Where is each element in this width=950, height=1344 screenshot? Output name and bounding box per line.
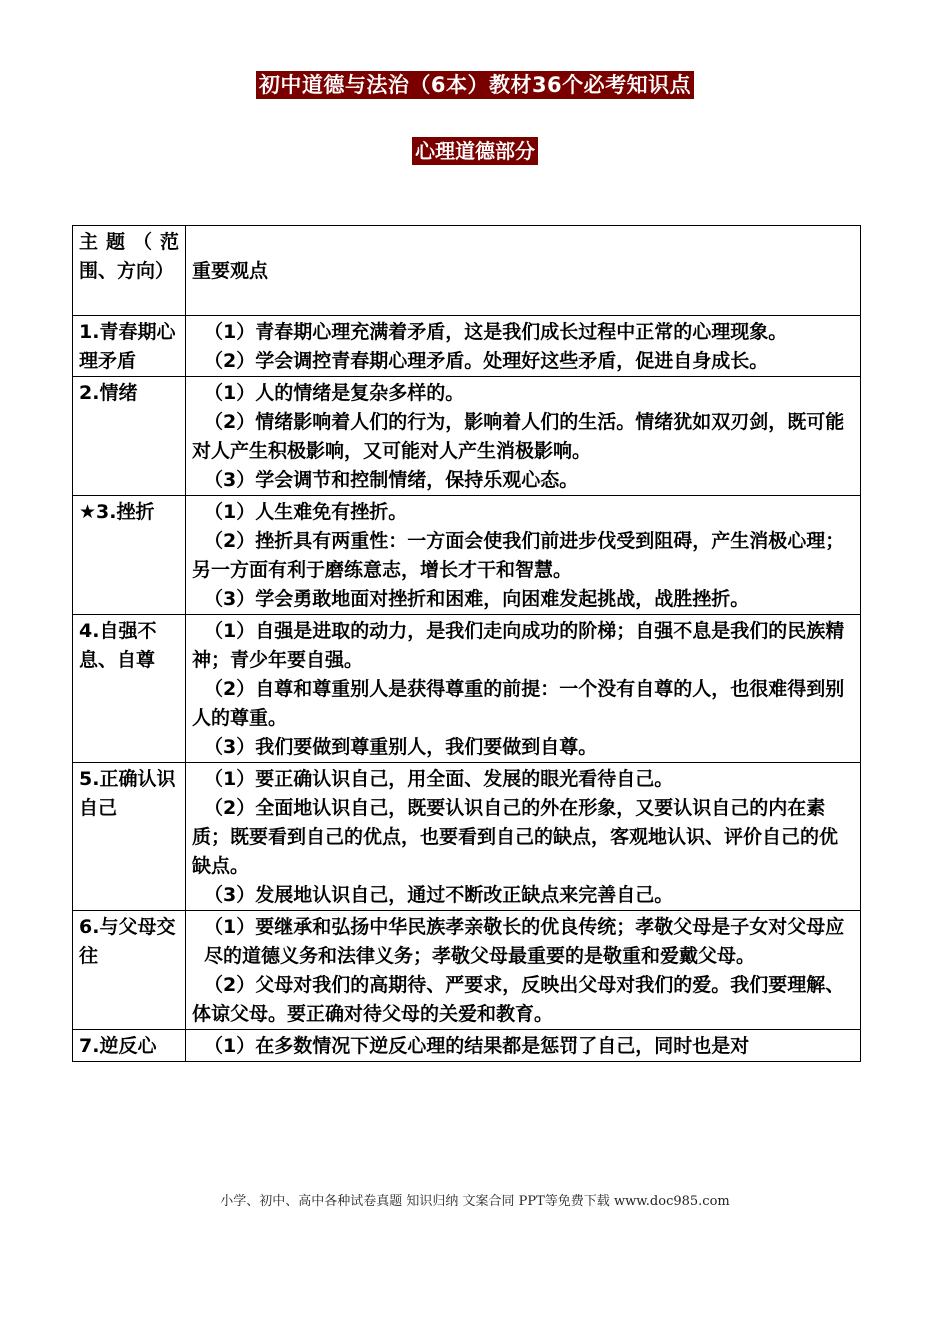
title-block [0,71,950,99]
document-title: 初中道德与法治（6本）教材36个必考知识点 [256,71,694,99]
point-text: 尽的道德义务和法律义务；孝敬父母最重要的是敬重和爱戴父母。 [204,945,756,967]
table-row [73,496,861,615]
table-row [73,1030,861,1062]
point-text: （3）我们要做到尊重别人，我们要做到自尊。 [204,736,598,758]
header-topic-label: 主题（范围、方向） [79,231,179,282]
subtitle-block [0,137,950,165]
topic-cell [73,377,186,496]
topic-label: 4.自强不息、自尊 [79,620,157,671]
page-footer: 小学、初中、高中各种试卷真题 知识归纳 文案合同 PPT等免费下载 www.doc985.com [220,1194,730,1209]
point-text: （1）要正确认识自己，用全面、发展的眼光看待自己。 [204,768,674,790]
topic-cell [73,615,186,763]
point-text: （2）自尊和尊重别人是获得尊重的前提：一个没有自尊的人，也很难得到别人的尊重。 [192,678,845,729]
point-text: （2）情绪影响着人们的行为，影响着人们的生活。情绪犹如双刃剑，既可能对人产生积极影响，又可能对人产生消极影响。 [192,411,845,462]
header-points-cell [186,226,861,316]
table-row [73,763,861,911]
table-row [73,377,861,496]
topic-label: 5.正确认识自己 [79,768,176,819]
point-text: （1）在多数情况下逆反心理的结果都是惩罚了自己，同时也是对 [204,1035,750,1057]
point-text: （2）挫折具有两重性：一方面会使我们前进步伐受到阻碍，产生消极心理；另一方面有利于磨练意志，增长才干和智慧。 [192,530,845,581]
table-row [73,615,861,763]
point-text: （3）发展地认识自己，通过不断改正缺点来完善自己。 [204,884,674,906]
points-cell [186,496,861,615]
points-cell [186,377,861,496]
point-text: （2）学会调控青春期心理矛盾。处理好这些矛盾，促进自身成长。 [204,350,769,372]
points-cell [186,763,861,911]
point-text: （1）青春期心理充满着矛盾，这是我们成长过程中正常的心理现象。 [204,321,788,343]
topic-cell [73,1030,186,1062]
table-header-row [73,226,861,316]
topic-cell [73,316,186,377]
points-cell [186,316,861,377]
topic-cell [73,911,186,1030]
topic-label: 7.逆反心 [79,1035,157,1057]
header-points-label: 重要观点 [192,260,269,282]
points-cell [186,615,861,763]
header-topic-cell [73,226,186,316]
topic-label: ★3.挫折 [79,501,155,523]
table-row [73,316,861,377]
topic-label: 1.青春期心理矛盾 [79,321,176,372]
knowledge-table [72,225,861,1062]
topic-label: 6.与父母交往 [79,916,176,967]
topic-cell [73,496,186,615]
section-subtitle: 心理道德部分 [412,137,538,165]
topic-label: 2.情绪 [79,382,138,404]
points-cell [186,911,861,1030]
topic-cell [73,763,186,911]
point-text: （1）自强是进取的动力，是我们走向成功的阶梯；自强不息是我们的民族精神；青少年要自强。 [192,620,845,671]
point-text: （1）人生难免有挫折。 [204,501,408,523]
point-text: （2）父母对我们的高期待、严要求，反映出父母对我们的爱。我们要理解、体谅父母。要正确对待父母的关爱和教育。 [192,974,845,1025]
table-row [73,911,861,1030]
point-text: （3）学会勇敢地面对挫折和困难，向困难发起挑战，战胜挫折。 [204,588,750,610]
points-cell [186,1030,861,1062]
point-text: （2）全面地认识自己，既要认识自己的外在形象，又要认识自己的内在素质；既要看到自己的优点，也要看到自己的缺点，客观地认识、评价自己的优缺点。 [192,797,839,877]
point-text: （1）要继承和弘扬中华民族孝亲敬长的优良传统；孝敬父母是子女对父母应 [204,916,845,938]
point-text: （1）人的情绪是复杂多样的。 [204,382,465,404]
point-text: （3）学会调节和控制情绪，保持乐观心态。 [204,469,579,491]
